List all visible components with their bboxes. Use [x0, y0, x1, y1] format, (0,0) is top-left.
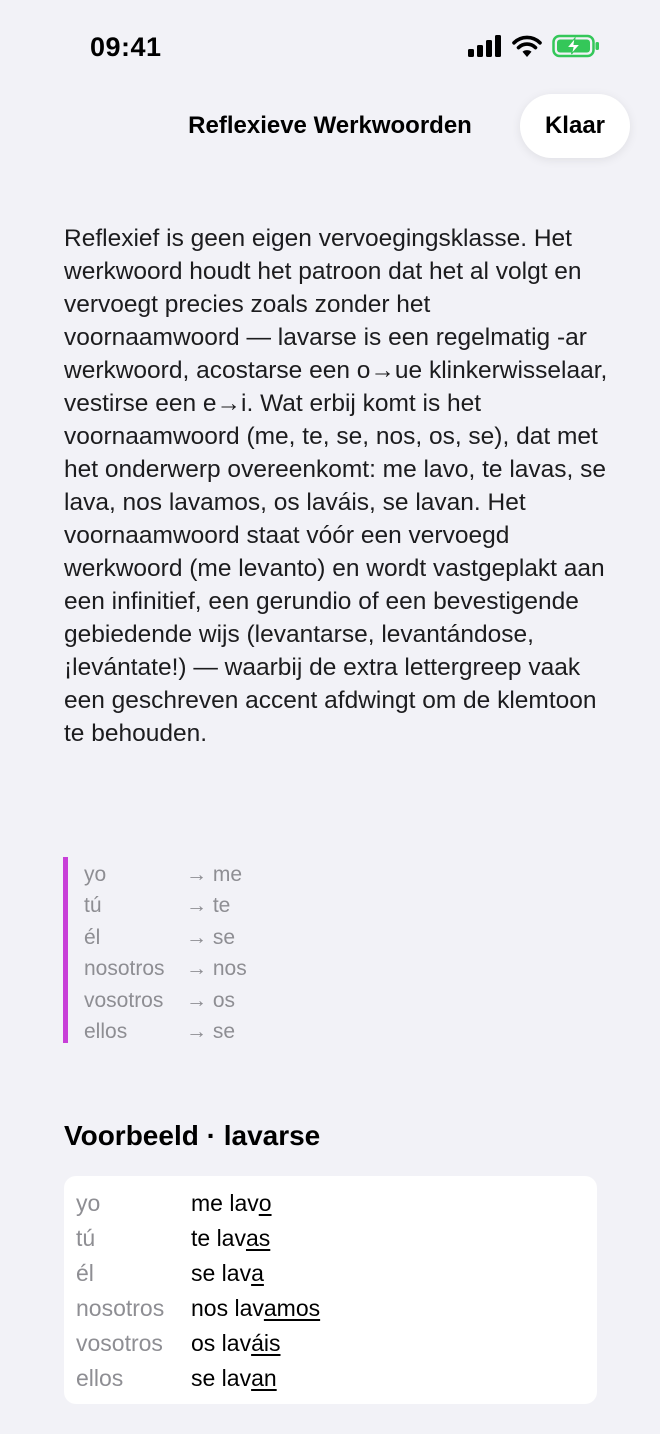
pronoun-subject: él: [84, 925, 101, 949]
pronoun-subject: vosotros: [84, 988, 164, 1012]
conjugation-subject: vosotros: [76, 1330, 163, 1356]
pronoun-subject: nosotros: [84, 957, 165, 981]
navigation-bar: [0, 94, 660, 160]
conjugation-form: [191, 1326, 281, 1361]
conjugation-form: [191, 1361, 277, 1396]
pronoun-reflexive: → se: [186, 1020, 236, 1044]
form-ending: a: [251, 1260, 264, 1286]
form-ending: áis: [251, 1330, 281, 1356]
pronoun-reflexive: → nos: [186, 957, 247, 981]
form-ending: o: [258, 1190, 272, 1216]
form-stem: te lav: [191, 1225, 246, 1251]
form-stem: se lav: [191, 1365, 252, 1391]
status-bar: [0, 0, 660, 96]
conjugation-row: [76, 1361, 585, 1396]
pronoun-reflexive: → os: [186, 988, 236, 1012]
form-ending: amos: [263, 1295, 321, 1321]
pronoun-row: [84, 859, 363, 890]
form-stem: nos lav: [191, 1295, 264, 1321]
form-stem: os lav: [191, 1330, 252, 1356]
conjugation-row: [76, 1326, 585, 1361]
conjugation-table: [64, 1176, 597, 1404]
form-ending: an: [251, 1365, 277, 1391]
form-ending: as: [245, 1225, 271, 1251]
wifi-icon: [512, 35, 542, 62]
pronoun-row: [84, 922, 363, 953]
conjugation-form: [191, 1186, 272, 1221]
pronoun-row: [84, 985, 363, 1016]
conjugation-subject: tú: [76, 1225, 96, 1251]
conjugation-form: [191, 1221, 270, 1256]
pronoun-subject: yo: [84, 863, 107, 886]
conjugation-row: [76, 1186, 585, 1221]
pronoun-row: [84, 953, 363, 984]
conjugation-row: [76, 1221, 585, 1256]
page-title: Reflexieve Werkwoorden: [188, 112, 472, 139]
pronoun-row: [84, 1016, 363, 1047]
status-icons: [468, 36, 600, 60]
conjugation-subject: él: [76, 1260, 94, 1286]
conjugation-form: [191, 1291, 320, 1326]
example-section-title: Voorbeeld · lavarse: [64, 1120, 321, 1151]
conjugation-row: [76, 1291, 585, 1326]
status-time: 09:41: [90, 32, 162, 62]
intro-paragraph: Reflexief is geen eigen vervoegingsklasse. Het werkwoord houdt het patroon dat het al volgt en vervoegt precies zoals zonder het voornaamwoord — lavarse is een regelmatig -ar werkwoord, acostarse een o→ue klinkerwisselaar, vestirse een e→i. Wat erbij komt is het voornaamwoord (me, te, se, nos, os, se), dat met het onderwerp overeenkomt: me lavo, te lavas, se lava, nos lavamos, os laváis, se lavan. Het voornaamwoord staat vóór een vervoegd werkwoord (me levanto) en wordt vastgeplakt aan een infinitief, een gerundio of een bevestigende gebiedende wijs (levantarse, levantándose, ¡levántate!) — waarbij de extra lettergreep vaak een geschreven accent afdwingt om de klemtoon te behouden.: [64, 225, 608, 747]
conjugation-form: [191, 1256, 264, 1291]
done-button[interactable]: Klaar: [520, 94, 630, 158]
pronoun-row: [84, 890, 363, 921]
pronoun-reflexive: → te: [186, 894, 231, 918]
conjugation-subject: ellos: [76, 1365, 124, 1391]
battery-charging-icon: [552, 34, 600, 63]
form-stem: se lav: [191, 1260, 252, 1286]
pronoun-reflexive: → se: [186, 925, 236, 949]
conjugation-row: [76, 1256, 585, 1291]
reflexive-pronoun-list: [63, 857, 363, 1043]
form-stem: me lav: [191, 1190, 259, 1216]
pronoun-reflexive: → me: [186, 863, 243, 886]
signal-icon: [468, 35, 502, 62]
conjugation-subject: yo: [76, 1190, 101, 1216]
conjugation-subject: nosotros: [76, 1295, 165, 1321]
pronoun-subject: tú: [84, 894, 102, 918]
pronoun-subject: ellos: [84, 1020, 128, 1044]
